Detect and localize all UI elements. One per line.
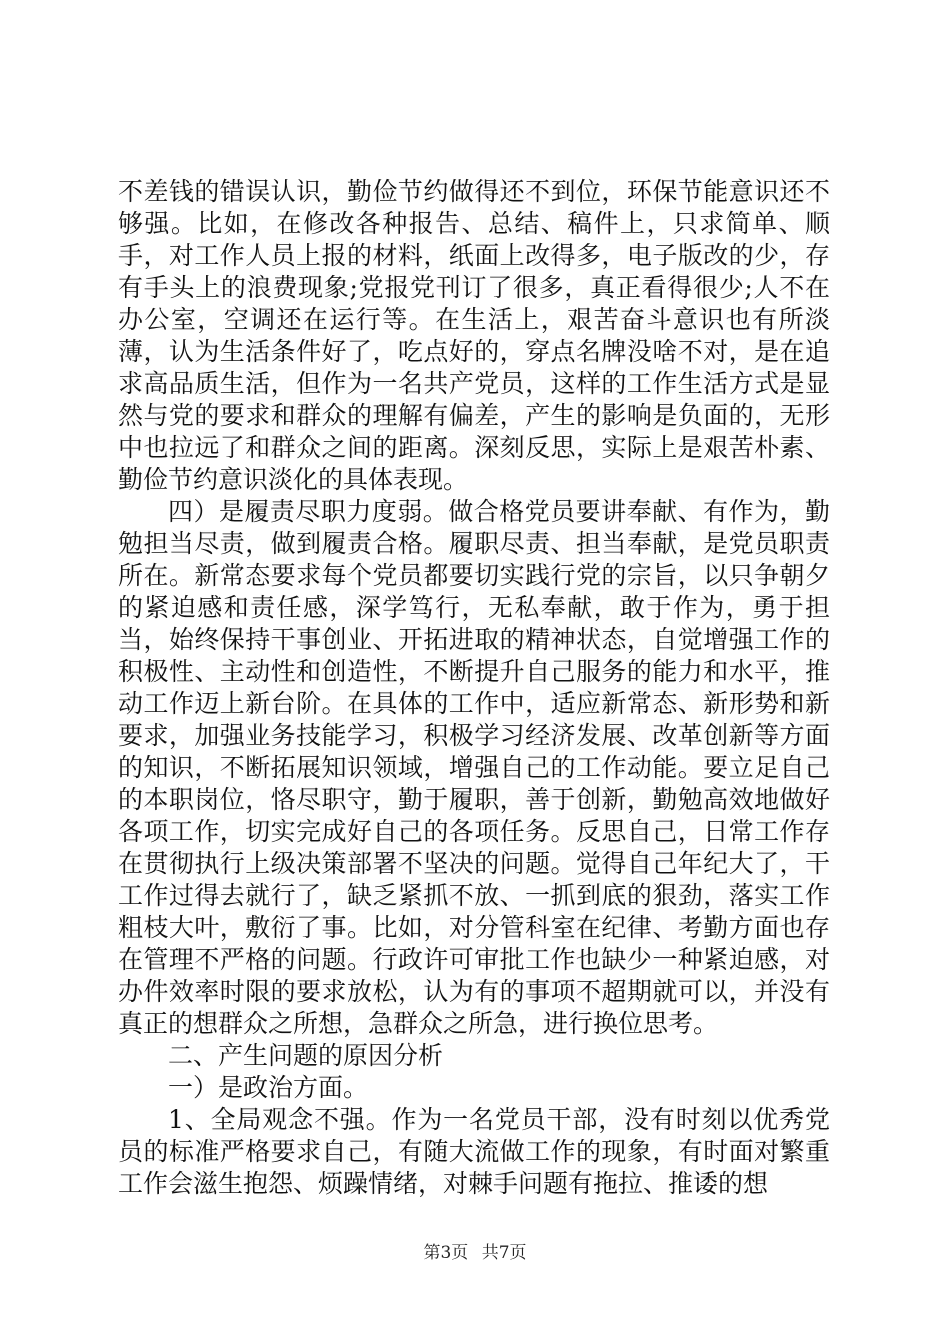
paragraph-duty: 四）是履责尽职力度弱。做合格党员要讲奉献、有作为，勤勉担当尽责，做到履责合格。履职尽责、担当奉献，是党员职责所在。新常态要求每个党员都要切实践行党的宗旨，以只争朝夕的紧迫感和责任感，深学笃行，无私奉献，敢于作为，勇于担当，始终保持干事创业、开拓进取的精神状态，自觉增强工作的积极性、主动性和创造性，不断提升自己服务的能力和水平，推动工作迈上新台阶。在具体的工作中，适应新常态、新形势和新要求，加强业务技能学习，积极学习经济发展、改革创新等方面的知识，不断拓展知识领域，增强自己的工作动能。要立足自己的本职岗位，恪尽职守，勤于履职，善于创新，勤勉高效地做好各项工作，切实完成好自己的各项任务。反思自己，日常工作存在贯彻执行上级决策部署不坚决的问题。觉得自己年纪大了，干工作过得去就行了，缺乏紧抓不放、一抓到底的狠劲，落实工作粗枝大叶，敷衍了事。比如，对分管科室在纪律、考勤方面也存在管理不严格的问题。行政许可审批工作也缺少一种紧迫感，对办件效率时限的要求放松，认为有的事项不超期就可以，并没有真正的想群众之所想，急群众之所急，进行换位思考。 [118, 497, 830, 1038]
paragraph-frugality: 不差钱的错误认识，勤俭节约做得还不到位，环保节能意识还不够强。比如，在修改各种报告、总结、稿件上，只求简单、顺手，对工作人员上报的材料，纸面上改得多，电子版改的少，存有手头上的浪费现象;党报党刊订了很多，真正看得很少;人不在办公室，空调还在运行等。在生活上，艰苦奋斗意识也有所淡薄，认为生活条件好了，吃点好的，穿点名牌没啥不对，是在追求高品质生活，但作为一名共产党员，这样的工作生活方式是显然与党的要求和群众的理解有偏差，产生的影响是负面的，无形中也拉远了和群众之间的距离。深刻反思，实际上是艰苦朴素、勤俭节约意识淡化的具体表现。 [118, 177, 830, 494]
subheading-political: 一）是政治方面。 [168, 1073, 369, 1102]
section-heading-cause-analysis: 二、产生问题的原因分析 [168, 1041, 444, 1070]
page-footer [0, 1238, 950, 1263]
page-number: 第3页 [423, 1243, 469, 1263]
document-body [118, 176, 830, 1200]
paragraph-overall-view: 1、全局观念不强。作为一名党员干部，没有时刻以优秀党员的标准严格要求自己，有随大流做工作的现象，有时面对繁重工作会滋生抱怨、烦躁情绪，对棘手问题有拖拉、推诿的想 [118, 1105, 830, 1198]
page-total: 共7页 [481, 1243, 527, 1263]
